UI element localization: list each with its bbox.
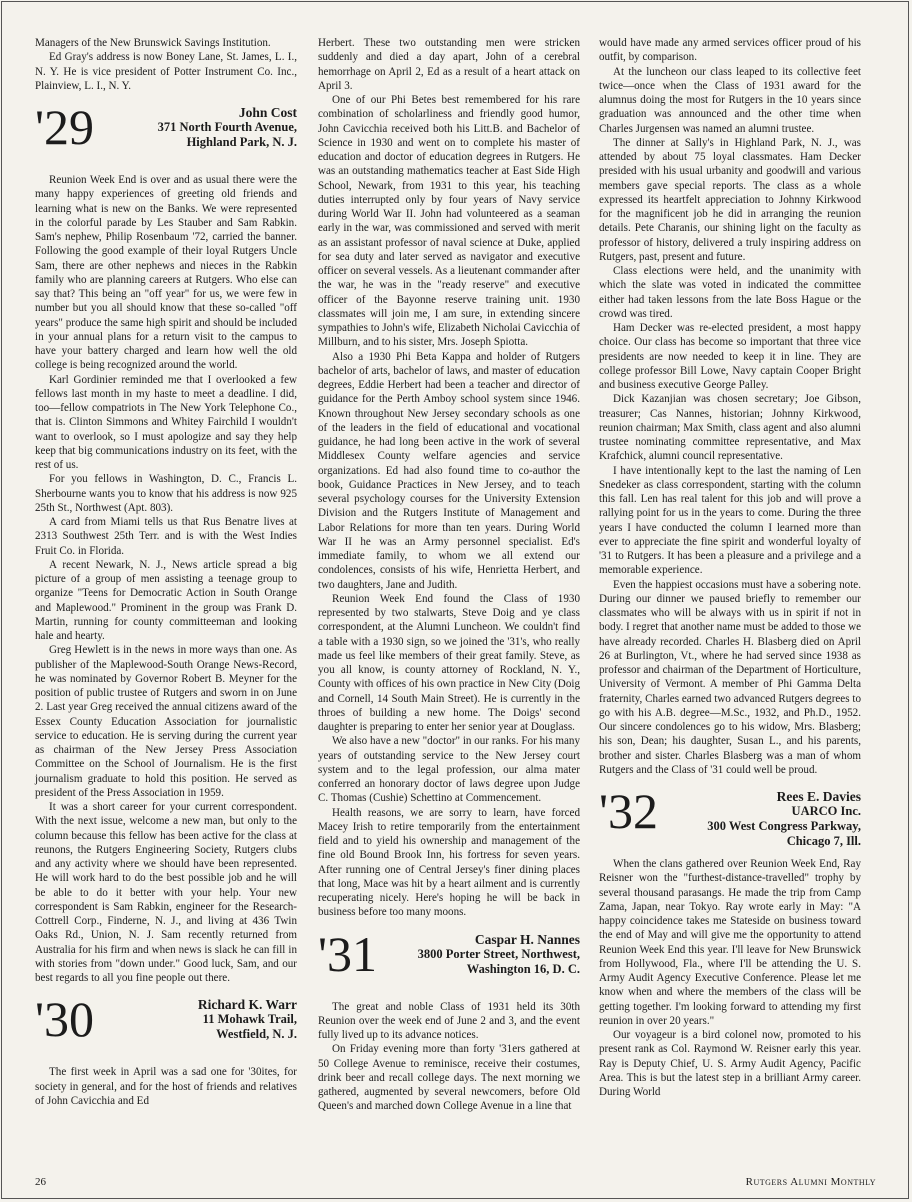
paragraph: The dinner at Sally's in Highland Park, N. J., was attended by about 75 loyal classmates. Ham Decker presided with his usual urbanity and goodwill and various members gave special reports. The class as a whole expressed its heartfelt appreciation to Johnny Kirkwood for the magnificent job he did in arranging the reunion details. Pete Charanis, our shining light on the faculty as professor of history, delivered a truly inspiring address on Rutgers, past, present and future. (599, 136, 861, 263)
correspondent-name: Richard K. Warr (197, 997, 297, 1013)
paragraph: Managers of the New Brunswick Savings Institution. (35, 37, 271, 49)
paragraph: At the luncheon our class leaped to its collective feet twice—once when the Class of 1931 award for the alumnus doing the most for Rutgers in the 10 years since graduation was announced and the other time when Charles Jurgensen was named an alumni trustee. (599, 65, 861, 135)
correspondent-address: 11 Mohawk Trail, (202, 1012, 297, 1027)
column-3 (599, 36, 861, 1099)
paragraph: I have intentionally kept to the last the naming of Len Snedeker as class correspondent, starting with the column this fall. Len has real talent for this job and will prove a rallying point for us in the years to come. During the three years I have conducted the column I learned more than ever to appreciate the fine spirit and wonderful loyalty of '31 to Rutgers. It has been a pleasure and a privilege and a memorable experience. (599, 464, 861, 577)
paragraph: It was a short career for your current correspondent. With the next issue, welcome a new man, but only to the column because this fellow has been active for the class at reunons, the Rutgers Engineering Society, Rutgers clubs and any activity where we should have been represented. He will work hard to do the best possible job and he will be able to do it better with your help. Your new correspondent is Sam Rabkin, engineer for the Research-Cottrell Corp., Finderne, N. J., and living at 436 Twin Oaks Rd., Union, N. J. Sam recently returned from Australia for his firm and when news is slack he can fill in with stories from "down under." Good luck, Sam, and our best regards to all you fine people out there. (35, 801, 297, 984)
paragraph: A recent Newark, N. J., News article spread a big picture of a group of men assisting a teenage group to organize "Teens for Democratic Action in South Orange and Maplewood." Prominent in the group was Frank D. Martin, running for county committeeman and looking hale and hearty. (35, 558, 297, 642)
page-number: 26 (35, 1176, 46, 1188)
paragraph: Our voyageur is a bird colonel now, promoted to his present rank as Col. Raymond W. Reisner early this year. Ray is Deputy Chief, U. S. Army Audit Agency, Pacific Area. This is but the latest step in a brilliant Army career. During World (599, 1029, 861, 1098)
paragraph: We also have a new "doctor" in our ranks. For his many years of outstanding service to the New Jersey court system and to the legal profession, our alma mater conferred an honorary doctor of laws degree upon Judge C. Thomas (Cushie) Schettino at Commencement. (318, 735, 580, 805)
correspondent-city: Westfield, N. J. (216, 1027, 297, 1042)
column-2 (318, 36, 580, 1114)
paragraph: On Friday evening more than forty '31ers gathered at 50 College Avenue to reminisce, receive their costumes, drink beer and recall college days. The next morning we gathered, augmented by several newcomers, before Old Queen's and marched down College Avenue in a line that (318, 1043, 580, 1113)
correspondent-address: 3800 Porter Street, Northwest, (417, 946, 580, 961)
class-year: '32 (599, 783, 659, 839)
paragraph: would have made any armed services officer proud of his outfit, by comparison. (599, 37, 861, 64)
correspondent-city: Chicago 7, Ill. (786, 834, 861, 848)
paragraph: Reunion Week End is over and as usual there were the many happy experiences of greeting old friends and learning what is new on the Banks. We were represented in the colorful parade by Les Stauber and Sam Rabkin. Sam's nephew, Philip Rosenbaum '72, carried the banner. Following the good example of their loyal Rutgers Uncle Sam, there are other nephews and nieces in the Rabkin family who are planning careers at Rutgers. Who else can say that? This being an "off year" for us, we were few in number but you all should know that these so-called "off years" produce the same high spirit and should be included in your annual plans for a return visit to the campus to have your battery charged and learn how well the old college is being recognized around the world. (35, 174, 297, 372)
paragraph: When the clans gathered over Reunion Week End, Ray Reisner won the "furthest-distance-travelled" trophy by several thousand parasangs. He made the trip from Camp Zama, Japan, near Tokyo. Ray wrote early in May: "A happy coincidence takes me Stateside on business toward the end of May and will give me the opportunity to attend Reunion Week End this year. I'll leave for New Brunswick from Hollywood, Fla., where I'll be attending the U. S. Army Audit Agency Executive Conference. Please let me know when and where the members of the class will be getting together. I'm looking forward to attending my first reunion in over 20 years." (599, 858, 861, 1027)
class-header-29 (35, 99, 297, 167)
correspondent-company: UARCO Inc. (791, 804, 861, 818)
paragraph: Ed Gray's address is now Boney Lane, St. James, L. I., N. Y. He is vice president of Potter Instrument Co. Inc., Plainview, L. I., N. Y. (35, 51, 297, 92)
column-1 (35, 36, 297, 1108)
paragraph: A card from Miami tells us that Rus Benatre lives at 2313 Southwest 25th Terr. and is with the West Indies Fruit Co. in Florida. (35, 516, 297, 557)
correspondent-city: Washington 16, D. C. (466, 961, 580, 976)
paragraph: Health reasons, we are sorry to learn, have forced Macey Irish to retire temporarily from the entertainment field and to yield his ownership and management of the fine old Bound Brook Inn, his fortress for seven years. After running one of Central Jersey's finer dining places that long, Mace was hit by a heart ailment and is currently recuperating nicely. Here's hoping he will be back in business before too many moons. (318, 806, 580, 919)
class-header-31 (318, 925, 580, 994)
paragraph: Class elections were held, and the unanimity with which the slate was voted in indicated the committee either had taken lessons from the late Boss Hague or the crowd was tired. (599, 265, 861, 320)
paragraph: For you fellows in Washington, D. C., Francis L. Sherbourne wants you to know that his address is now 925 25th St., Northwest (Apt. 803). (35, 473, 297, 514)
correspondent-block (158, 105, 297, 150)
correspondent-block (198, 997, 297, 1042)
class-year: '29 (35, 99, 95, 155)
correspondent-block (707, 789, 861, 849)
correspondent-city: Highland Park, N. J. (186, 135, 297, 149)
paragraph: One of our Phi Betes best remembered for his rare combination of scholarliness and friendly good humor, John Cavicchia received both his Litt.B. and Bachelor of Science in 1930 and went on to complete his master of education and doctor of education degrees in Rutgers. He was an outstanding mathematics teacher at East Side High School, Newark, from 1931 to this year, his teaching duties interrupted only by four years of Navy service during World War II. John had volunteered as a seaman early in the war, was commissioned and served with merit as an assistant professor of naval science at Duke, applied for sea duty and later served as navigator and executive officer on several vessels. As a lieutenant commander after the war, he was in the "ready reserve" and executive officer of the Bayonne reserve training unit. 1930 classmates will join me, I am sure, in extending sincere sympathies to John's wife, Elizabeth Nicholai Cavicchia of Millburn, and to his sister, Mrs. Joseph Spiotta. (318, 94, 580, 349)
class-year: '30 (35, 991, 95, 1048)
class-year: '31 (318, 925, 378, 982)
paragraph: Herbert. These two outstanding men were stricken suddenly and died a day apart, John of a cerebral hemorrhage on April 2, Ed as a result of a heart attack on April 3. (318, 37, 580, 92)
paragraph: Reunion Week End found the Class of 1930 represented by two stalwarts, Steve Doig and ye class correspondent, at the Alumni Luncheon. We couldn't find a table with a 1930 sign, so we joined the '31's, who really made us feel like members of their great family. Steve, as you all know, is county attorney of Rockland, N. Y., County with offices of his own practice in New City (Doig and Cornell, 14 South Main Street). He is currently in the throes of building a new home. The Doigs' second daughter is preparing to enter her senior year at Douglass. (318, 592, 580, 733)
magazine-name: Rutgers Alumni Monthly (745, 1176, 876, 1188)
paragraph: The first week in April was a sad one for '30ites, for society in general, and for the host of friends and relatives of John Cavicchia and Ed (35, 1066, 297, 1107)
paragraph: Dick Kazanjian was chosen secretary; Joe Gibson, treasurer; Cas Nannes, historian; Johnny Kirkwood, reunion chairman; Max Smith, class agent and also alumni trustee nominating committee representative, and Max Krafchick, alumni council representative. (599, 393, 861, 463)
correspondent-name: John Cost (238, 105, 297, 120)
correspondent-name: Rees E. Davies (776, 789, 861, 804)
correspondent-address: 371 North Fourth Avenue, (157, 120, 297, 134)
paragraph: Ham Decker was re-elected president, a most happy choice. Our class has become so important that three vice presidents are now needed to keep it in line. They are college professor Bill Lowe, Navy captain Cooper Bright and business executive George Palley. (599, 322, 861, 391)
correspondent-block (418, 932, 580, 977)
paragraph: Karl Gordinier reminded me that I overlooked a few fellows last month in my haste to meet a deadline. I did, too—fellow compatriots in The New York Telephone Co., that is. Clinton Simmons and Whitey Fairchild I wouldn't want to overlook, so I must apologize and say they help keep that big communications industry on its feet, with the rest of us. (35, 373, 297, 471)
class-header-30 (35, 991, 297, 1059)
paragraph: Also a 1930 Phi Beta Kappa and holder of Rutgers bachelor of arts, bachelor of laws, and master of education degrees, Eddie Herbert had been a teacher and director of guidance for the Perth Amboy school system since 1946. Known throughout New Jersey secondary schools as one of the leaders in the field of educational and vocational guidance, he had long been active in the work of several Middlesex County welfare agencies and service organizations. Ed had also found time to co-author the book, Guidance Practices in New Jersey, and to teach several psychology courses for the University Extension Division and the Rutgers Institute of Management and Labor Relations for more than ten years. During World War II he was an Army personnel specialist. Ed's immediate family, to whom we all extend our condolences, consists of his wife, Henrietta Herbert, and two daughters, Jane and Judith. (318, 350, 580, 591)
correspondent-name: Caspar H. Nannes (474, 931, 580, 947)
paragraph: Greg Hewlett is in the news in more ways than one. As publisher of the Maplewood-South Orange News-Record, he was nominated by Governor Robert B. Meyner for the position of public trustee of Rutgers and sworn in on June 2. Last year Greg received the annual citizens award of the Essex County Education Association for journalistic service to education. He is serving during the current year as chairman of the New Jersey Press Association Committee on the School of Journalism. He is the first journalism graduate to hold this position. He served as president of the Press Association in 1959. (35, 644, 297, 799)
paragraph: The great and noble Class of 1931 held its 30th Reunion over the week end of June 2 and 3, and the event fully lived up to its advance notices. (318, 1000, 580, 1041)
correspondent-address: 300 West Congress Parkway, (707, 819, 861, 833)
class-header-32 (599, 783, 861, 851)
paragraph: Even the happiest occasions must have a sobering note. During our dinner we paused briefly to remember our classmates who will be always with us in spirit if not in body. I regret that another name must be added to those we have already recorded. Charles H. Blasberg died on April 26 at Burlington, Vt., where he had served since 1938 as professor and chairman of the Department of Horticulture, University of Vermont. A member of Phi Gamma Delta fraternity, Charles earned two advanced Rutgers degrees to go with his A.B. degree—M.Sc., 1932, and Ph.D., 1952. Our sincere condolences go to his widow, Mrs. Blasberg; his son, Dean; his daughter, Susan L., and his parents, brother and sister. Charles Blasberg was a man of whom Rutgers and the Class of '31 could well be proud. (599, 578, 861, 776)
